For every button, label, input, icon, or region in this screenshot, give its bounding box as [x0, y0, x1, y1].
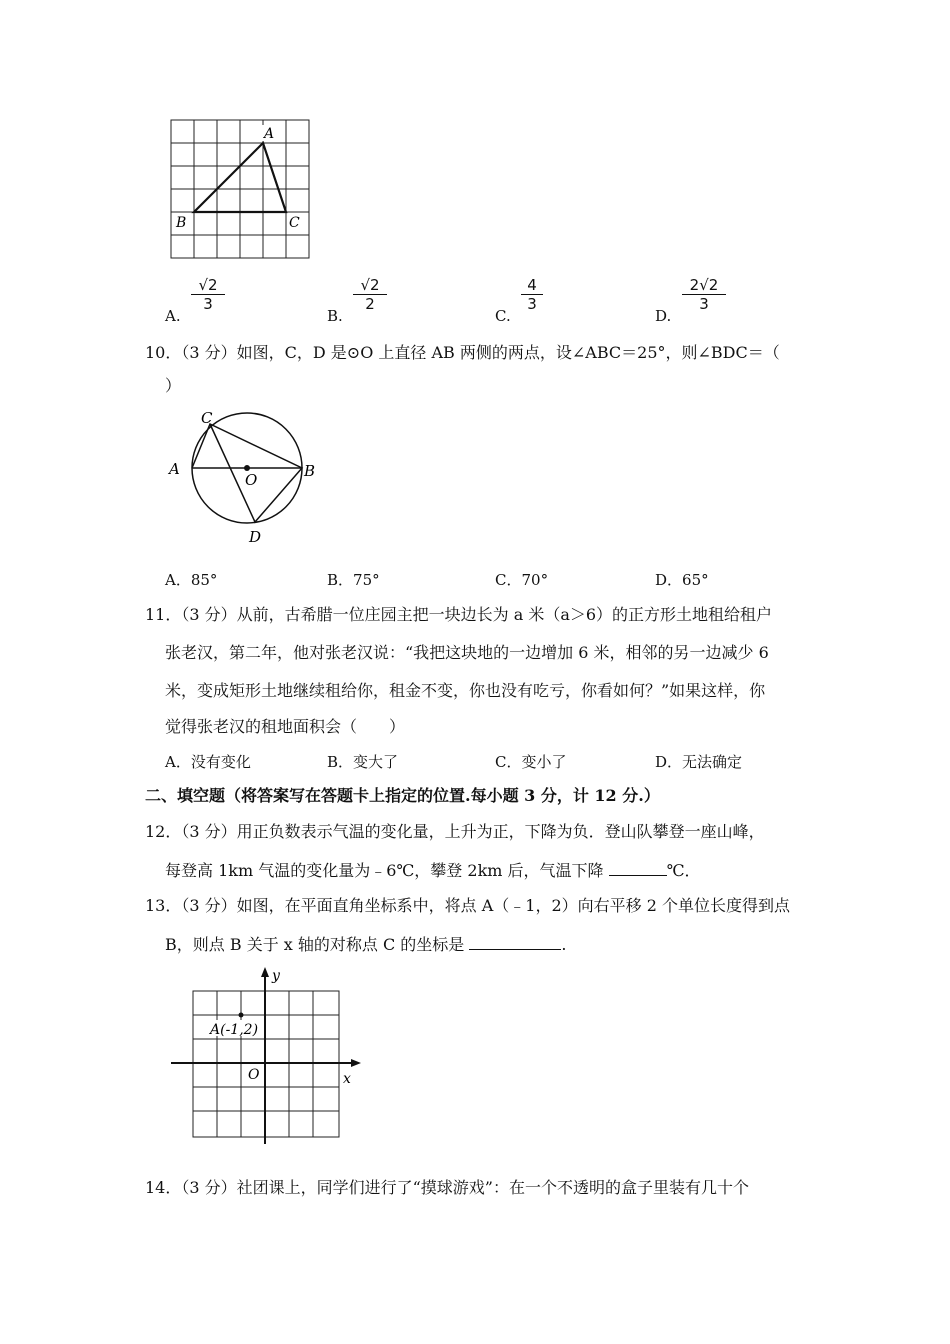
q11-option-c: C．变小了 [495, 753, 567, 771]
q11-option-a: A．没有变化 [165, 753, 251, 771]
q12-text-before: 每登高 1km 气温的变化量为﹣6℃，攀登 2km 后，气温下降 [165, 861, 604, 880]
q10-option-d: D．65° [655, 571, 709, 589]
q9-grid-figure [165, 115, 315, 263]
q11-stem-line4: 觉得张老汉的租地面积会（ ） [165, 717, 406, 736]
q12-stem-line1: 12．（3 分）用正负数表示气温的变化量，上升为正，下降为负．登山队攀登一座山峰， [145, 822, 765, 841]
q11-option-d: D．无法确定 [655, 753, 743, 771]
label-a: A [169, 460, 180, 478]
q9-option-c-letter: C. [495, 307, 511, 325]
q9-option-a-letter: A. [165, 307, 181, 325]
label-y: y [272, 968, 280, 984]
label-o: O [248, 1067, 260, 1083]
q9-option-d-letter: D. [655, 307, 672, 325]
q9-option-c-fraction: $\frac{4}{3}$ [521, 276, 543, 313]
section-title: 二、填空题（将答案写在答题卡上指定的位置.每小题 3 分，计 12 分.） [145, 786, 660, 805]
q14-stem-line1: 14．（3 分）社团课上，同学们进行了“摸球游戏”：在一个不透明的盒子里装有几十个 [145, 1178, 749, 1197]
label-c: C [289, 215, 300, 231]
q13-text-after: . [561, 935, 567, 954]
label-a: A [264, 126, 275, 142]
q11-stem-line1: 11．（3 分）从前，古希腊一位庄园主把一块边长为 a 米（a＞6）的正方形土地租给租户 [145, 605, 773, 624]
q9-option-d-fraction: $\frac{2√2}{3}$ [682, 276, 726, 313]
label-x: x [343, 1071, 351, 1087]
q12-stem-line2 [165, 859, 701, 881]
point-a [239, 1013, 244, 1018]
label-b: B [176, 215, 187, 231]
q13-text-before: B，则点 B 关于 x 轴的对称点 C 的坐标是 [165, 935, 465, 954]
q13-stem-line1: 13．（3 分）如图，在平面直角坐标系中，将点 A（﹣1，2）向右平移 2 个单位长度得到点 [145, 896, 790, 915]
q13-coordinate-figure [165, 962, 365, 1148]
q9-option-a-fraction: $\frac{√2}{3}$ [191, 276, 225, 313]
q11-stem-line2: 张老汉，第二年，他对张老汉说：“我把这块地的一边增加 6 米，相邻的另一边减少 6 [165, 643, 769, 662]
q10-stem-line2: ） [165, 376, 182, 395]
label-point-a: A(-1,2) [210, 1022, 259, 1038]
q10-stem-line1: 10．（3 分）如图，C，D 是⊙O 上直径 AB 两侧的两点，设∠ABC＝25°，则∠BDC＝（ [145, 343, 780, 362]
label-b: B [304, 462, 316, 480]
q9-option-b-letter: B. [327, 307, 343, 325]
q10-option-b: B．75° [327, 571, 380, 589]
label-o: O [245, 471, 258, 489]
q10-option-a: A．85° [165, 571, 218, 589]
label-d: D [249, 528, 262, 546]
q11-option-b: B．变大了 [327, 753, 399, 771]
q12-answer-blank[interactable] [609, 859, 667, 876]
q10-option-c: C．70° [495, 571, 549, 589]
q10-circle-figure [163, 403, 323, 548]
label-c: C [201, 409, 213, 427]
q13-answer-blank[interactable] [469, 933, 561, 950]
q13-stem-line2 [165, 933, 567, 955]
q12-text-after: ℃． [666, 861, 701, 880]
q9-option-b-fraction: $\frac{√2}{2}$ [353, 276, 387, 313]
q11-stem-line3: 米，变成矩形土地继续租给你，租金不变，你也没有吃亏，你看如何？”如果这样，你 [165, 681, 766, 700]
